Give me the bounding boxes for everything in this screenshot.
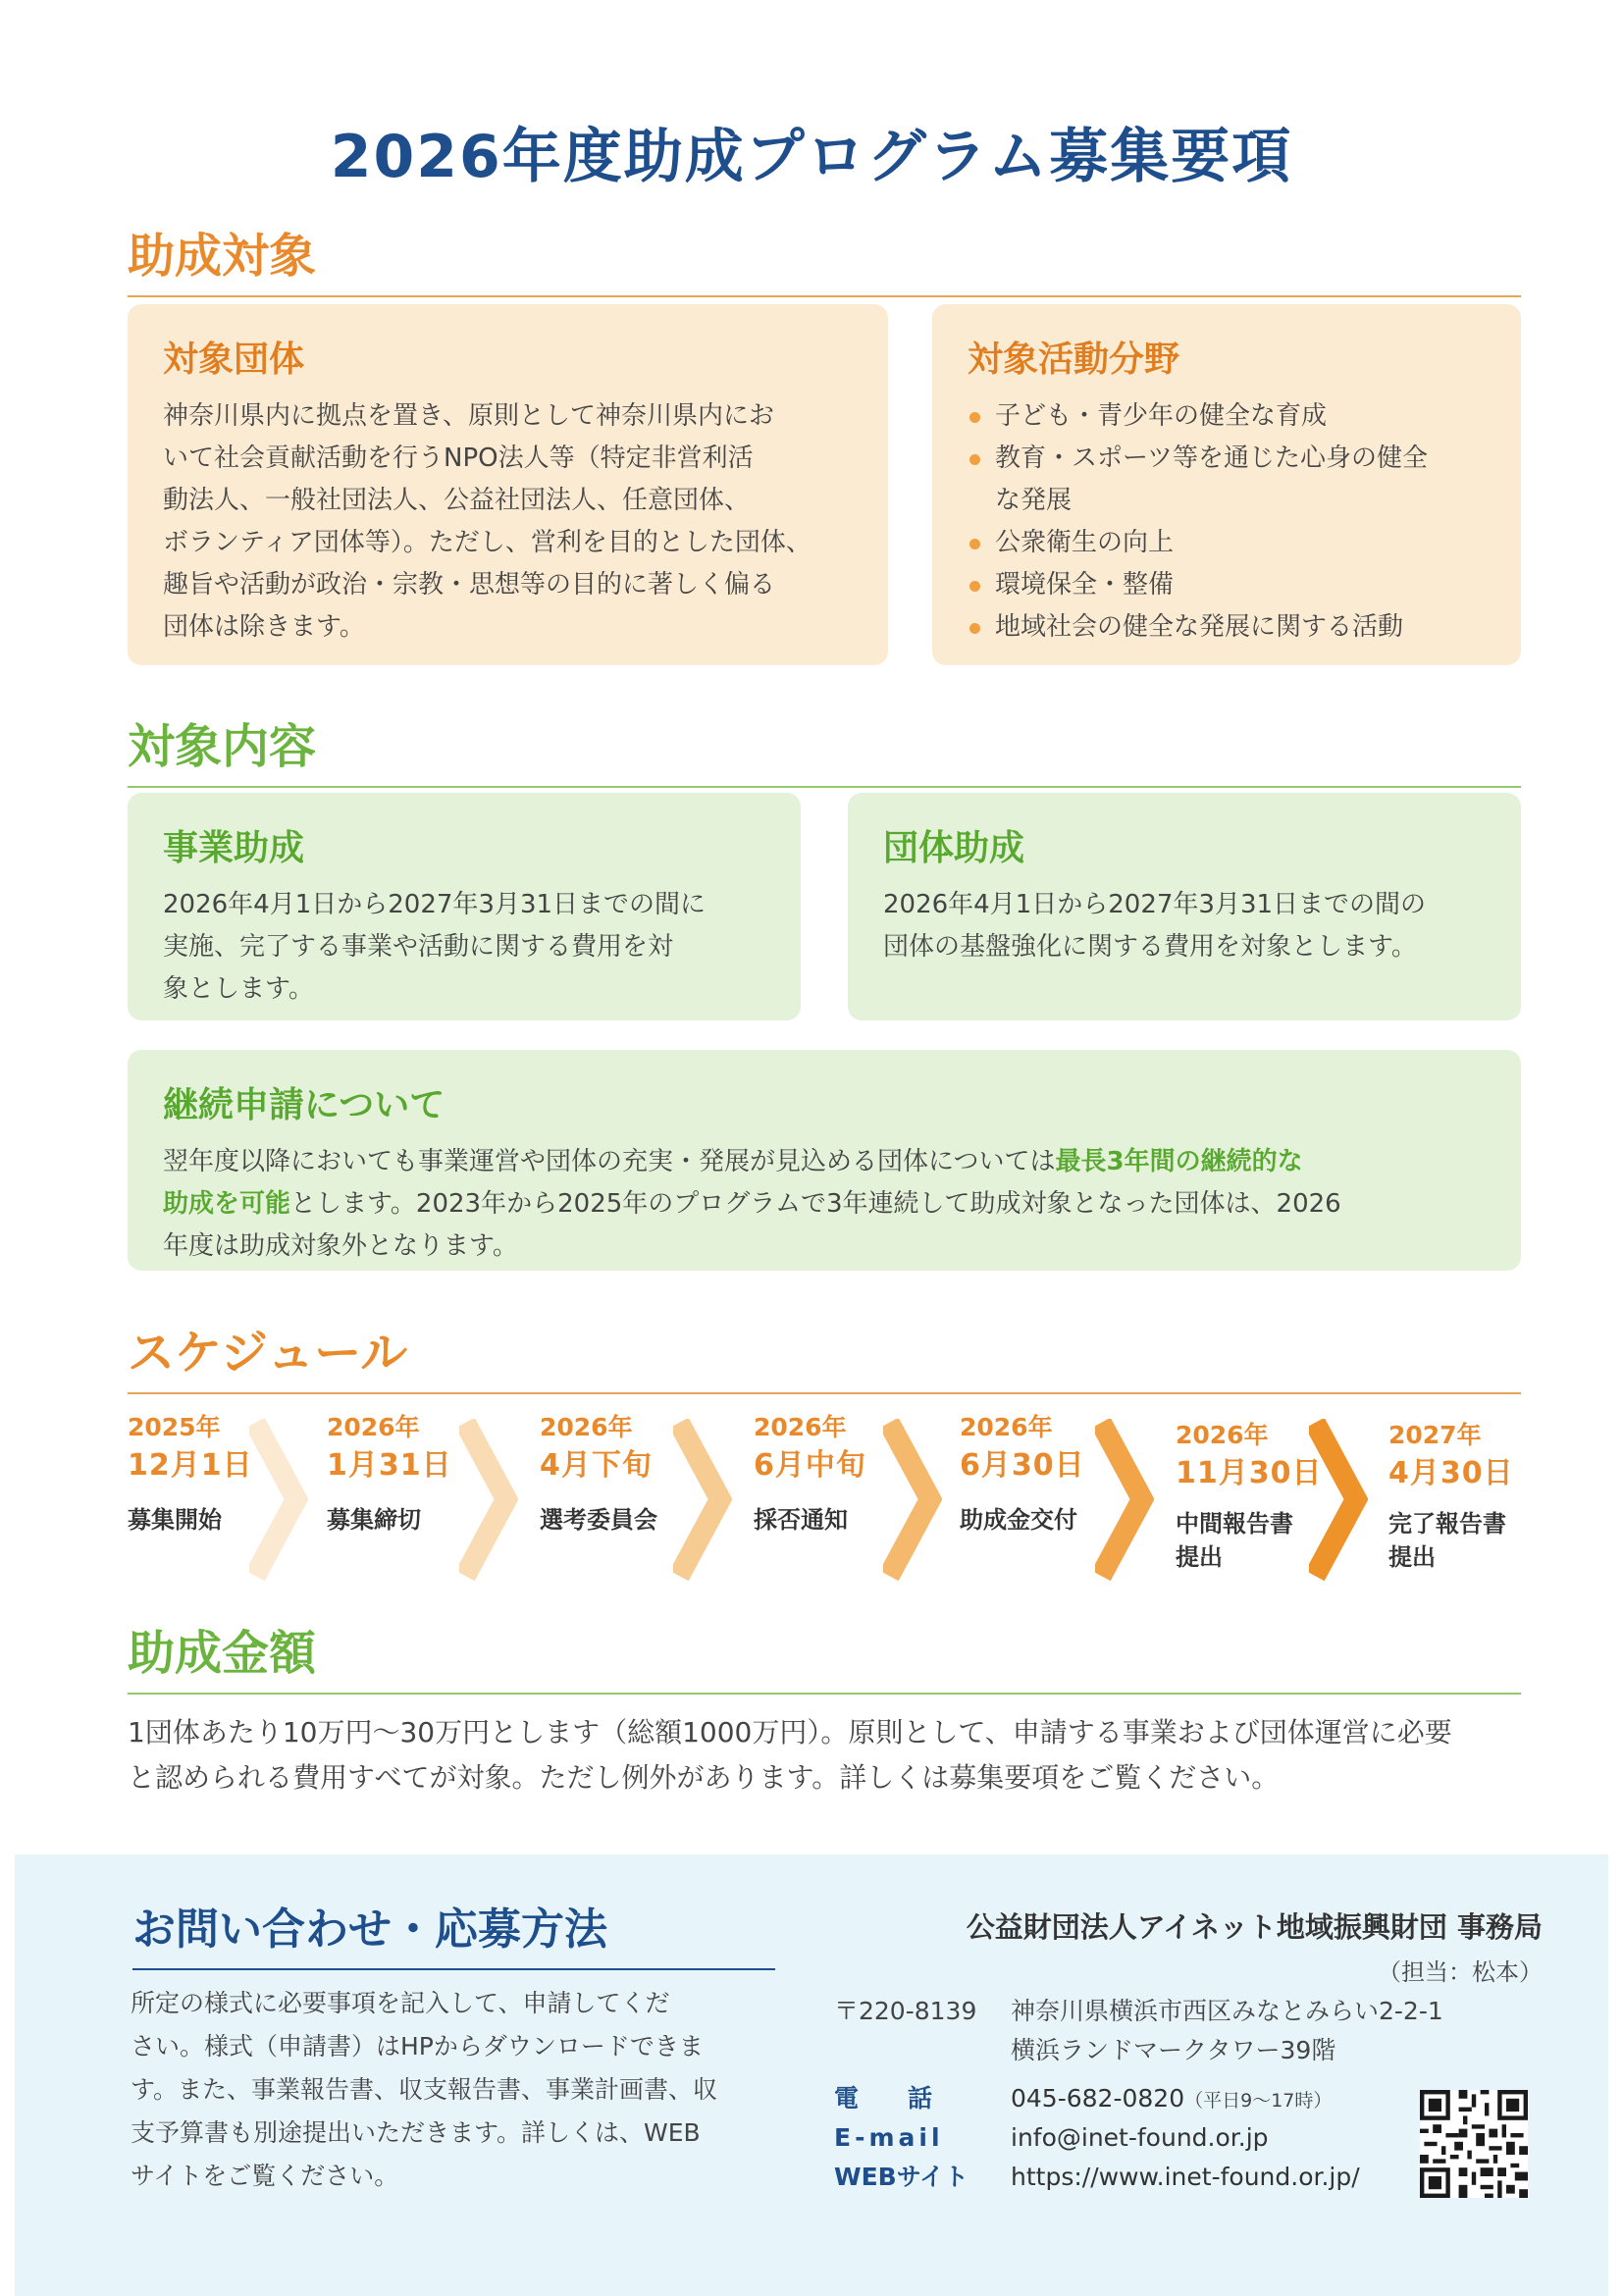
- list-item-text: 子ども・青少年の健全な育成: [995, 401, 1328, 431]
- schedule-date: 1月31日: [327, 1448, 452, 1483]
- email-link[interactable]: info@inet-found.or.jp: [1011, 2123, 1269, 2152]
- bullet-icon: [969, 412, 980, 423]
- schedule-date: 11月30日: [1176, 1456, 1323, 1490]
- contact-panel: [15, 1854, 1608, 2296]
- schedule-year: 2027年: [1388, 1421, 1482, 1449]
- text-line: 支予算書も別途提出いただきます。詳しくは、WEB: [131, 2118, 701, 2147]
- text-line: 団体の基盤強化に関する費用を対象とします。: [883, 932, 1417, 962]
- target-fields-title: 対象活動分野: [968, 339, 1180, 380]
- list-item-text: 公衆衛生の向上: [995, 528, 1175, 557]
- chevron-right-icon: [249, 1419, 308, 1581]
- section-heading-amount: 助成金額: [128, 1615, 1521, 1695]
- address-line: 横浜ランドマークタワー39階: [1011, 2036, 1336, 2064]
- text-line: 趣旨や活動が政治・宗教・思想等の目的に著しく偏る: [163, 570, 776, 600]
- target-groups-text: [163, 395, 853, 649]
- text-line: [163, 1183, 1486, 1226]
- list-item-text: 環境保全・整備: [995, 570, 1175, 600]
- qr-code-icon[interactable]: [1420, 2090, 1528, 2198]
- text-line: す。また、事業報告書、収支報告書、事業計画書、収: [131, 2075, 718, 2104]
- text-span: 翌年度以降においても事業運営や団体の充実・発展が見込める団体については: [163, 1147, 1056, 1176]
- text-span: とします。2023年から2025年のプログラムで3年連続して助成対象となった団体は、2026: [290, 1189, 1341, 1219]
- highlight-text: 助成を可能: [163, 1189, 291, 1219]
- continuation-title: 継続申請について: [163, 1085, 445, 1125]
- list-item: [968, 395, 1486, 438]
- project-grant-box: [128, 793, 801, 1020]
- schedule-date: 4月下旬: [540, 1448, 653, 1483]
- schedule-label-line: 採否通知: [754, 1506, 848, 1534]
- page-title: 2026年度助成プログラム募集要項: [330, 123, 1293, 191]
- text-line: 神奈川県内に拠点を置き、原則として神奈川県内にお: [163, 401, 774, 431]
- chevron-right-icon: [459, 1419, 518, 1581]
- chevron-right-icon: [883, 1419, 942, 1581]
- contact-heading: お問い合わせ・応募方法: [132, 1894, 775, 1970]
- schedule-label-line: 選考委員会: [540, 1506, 657, 1534]
- schedule-label-line: 助成金交付: [960, 1506, 1077, 1534]
- text-line: 年度は助成対象外となります。: [163, 1231, 518, 1261]
- list-item-text: 教育・スポーツ等を通じた心身の健全: [995, 444, 1428, 473]
- schedule-label-line: 提出: [1388, 1543, 1436, 1571]
- organization-grant-title: 団体助成: [883, 828, 1025, 868]
- list-item: [968, 522, 1486, 564]
- list-item-text: 地域社会の健全な発展に関する活動: [995, 612, 1404, 642]
- web-label: WEBサイト: [834, 2163, 969, 2191]
- continuation-box: [128, 1050, 1521, 1271]
- section-heading-target: 助成対象: [128, 218, 1521, 297]
- list-item-text: な発展: [995, 486, 1073, 515]
- organization-grant-box: [848, 793, 1521, 1020]
- text-line: 実施、完了する事業や活動に関する費用を対: [163, 932, 674, 962]
- text-line: サイトをご覧ください。: [131, 2162, 399, 2190]
- address: [1011, 1992, 1443, 2070]
- list-item: [968, 564, 1486, 606]
- schedule-label-line: 中間報告書: [1176, 1510, 1293, 1538]
- organization-grant-text: [883, 884, 1486, 968]
- text-line: 動法人、一般社団法人、公益社団法人、任意団体、: [163, 486, 751, 515]
- schedule-label: [960, 1503, 1117, 1537]
- text-line: 象とします。: [163, 974, 314, 1004]
- text-line: [163, 1141, 1486, 1183]
- continuation-text: [163, 1141, 1486, 1268]
- phone-row: [834, 2080, 1332, 2119]
- schedule-timeline: [128, 1411, 1521, 1588]
- phone-hours: （平日9〜17時）: [1184, 2090, 1333, 2112]
- schedule-item: [1388, 1419, 1545, 1574]
- email-label: E-mail: [834, 2123, 944, 2152]
- schedule-year: 2026年: [754, 1413, 847, 1441]
- amount-text: [128, 1710, 1531, 1800]
- schedule-year: 2026年: [1176, 1421, 1269, 1449]
- phone-number: 045-682-0820: [1011, 2084, 1185, 2113]
- contact-text: [131, 1982, 778, 2198]
- text-line: いて社会貢献活動を行うNPO法人等（特定非営利活: [163, 444, 754, 473]
- schedule-year: 2026年: [960, 1413, 1053, 1441]
- schedule-date: 4月30日: [1388, 1456, 1514, 1490]
- text-line: と認められる費用すべてが対象。ただし例外があります。詳しくは募集要項をご覧ください。: [128, 1761, 1280, 1794]
- address-line: 神奈川県横浜市西区みなとみらい2-2-1: [1011, 1997, 1443, 2025]
- bullet-icon: [969, 623, 980, 634]
- project-grant-title: 事業助成: [163, 828, 305, 868]
- target-fields-box: [932, 304, 1521, 665]
- schedule-year: 2026年: [327, 1413, 420, 1441]
- list-item: [968, 438, 1486, 522]
- text-line: 所定の様式に必要事項を記入して、申請してくだ: [131, 1989, 670, 2017]
- bullet-icon: [969, 539, 980, 549]
- text-line: 2026年4月1日から2027年3月31日までの間に: [163, 890, 707, 919]
- target-groups-title: 対象団体: [163, 339, 305, 380]
- section-heading-content: 対象内容: [128, 708, 1521, 788]
- target-groups-box: [128, 304, 888, 665]
- email-row: [834, 2119, 1269, 2157]
- bullet-icon: [969, 454, 980, 465]
- schedule-label-line: 募集開始: [128, 1506, 222, 1534]
- text-line: 団体は除きます。: [163, 612, 365, 642]
- web-row: [834, 2159, 1360, 2196]
- phone-label: 電 話: [834, 2084, 933, 2113]
- schedule-date: 6月中旬: [754, 1448, 866, 1483]
- schedule-date: 6月30日: [960, 1448, 1085, 1483]
- chevron-right-icon: [673, 1419, 732, 1581]
- contact-person: （担当：松本）: [1378, 1958, 1543, 1986]
- schedule-year: 2025年: [128, 1413, 221, 1441]
- project-grant-text: [163, 884, 765, 1011]
- schedule-year: 2026年: [540, 1413, 633, 1441]
- highlight-text: 最長3年間の継続的な: [1055, 1147, 1303, 1176]
- schedule-label: [1388, 1507, 1545, 1574]
- schedule-label-line: 提出: [1176, 1543, 1223, 1571]
- text-line: ボランティア団体等）。ただし、営利を目的とした団体、: [163, 528, 812, 557]
- text-line: 1団体あたり10万円〜30万円とします（総額1000万円）。原則として、申請する事業および団体運営に必要: [128, 1716, 1452, 1748]
- organization-name: 公益財団法人アイネット地域振興財団 事務局: [966, 1910, 1543, 1944]
- text-line: 2026年4月1日から2027年3月31日までの間の: [883, 890, 1427, 919]
- list-item: [968, 606, 1486, 649]
- postal-code: 〒220-8139: [834, 1997, 977, 2025]
- schedule-date: 12月1日: [128, 1448, 253, 1483]
- chevron-right-icon: [1309, 1419, 1368, 1581]
- section-heading-schedule: スケジュール: [128, 1315, 1521, 1394]
- website-link[interactable]: https://www.inet-found.or.jp/: [1011, 2163, 1360, 2191]
- target-fields-list: [968, 395, 1486, 649]
- text-line: さい。様式（申請書）はHPからダウンロードできま: [131, 2032, 704, 2061]
- schedule-label-line: 完了報告書: [1388, 1510, 1506, 1538]
- chevron-right-icon: [1095, 1419, 1154, 1581]
- schedule-item: [960, 1411, 1117, 1537]
- bullet-icon: [969, 581, 980, 592]
- schedule-label-line: 募集締切: [327, 1506, 421, 1534]
